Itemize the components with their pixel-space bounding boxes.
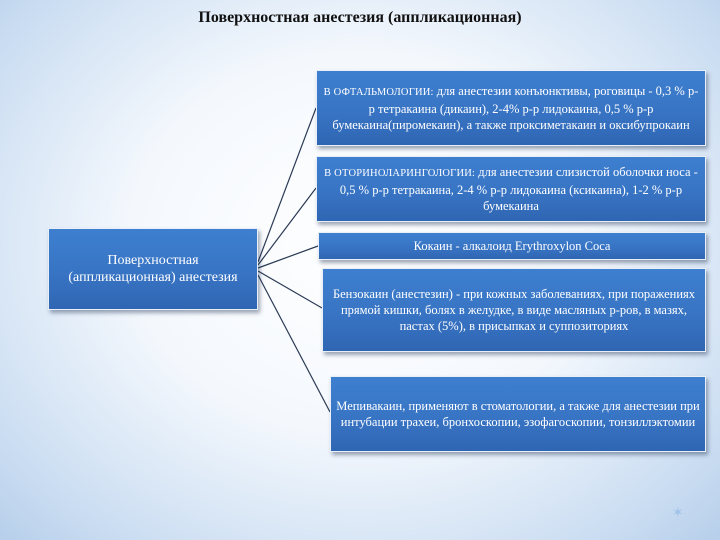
page-title: Поверхностная анестезия (аппликационная): [198, 9, 522, 26]
cocaine-node: [318, 232, 706, 260]
node-text: Бензокаин (анестезин) - при кожных заболеваниях, при поражениях прямой кишки, болях в желудке, в виде масляных р-ров, в мазях, пастах (5%), в присыпках и суппозиториях: [332, 287, 696, 333]
node-lead: В ОФТАЛЬМОЛОГИИ:: [323, 87, 434, 98]
ophthalmology-node: [316, 70, 706, 146]
connector-line: [258, 246, 318, 268]
node-lead: В ОТОРИНОЛАРИНГОЛОГИИ:: [324, 168, 476, 179]
benzocaine-node: [322, 268, 706, 352]
root-node-label: Поверхностная (аппликационная) анестезия: [68, 253, 238, 285]
node-text: для анестезии конъюнктивы, роговицы - 0,3 % р-р тетракаина (дикаин), 2-4% р-р лидокаина, 0,5 % р-р бумекаина(пиромекаин), а также проксиметакаин и оксибупрокаин: [332, 84, 699, 132]
mepivacaine-node: [330, 376, 706, 452]
connector-line: [258, 271, 322, 308]
connector-line: [258, 275, 330, 412]
sparkle-icon: ✶: [672, 505, 684, 521]
otorhinolaryngology-node: [316, 156, 706, 222]
node-text: для анестезии слизистой оболочки носа - 0,5 % р-р тетракаина, 2-4 % р-р лидокаина (ксикаина), 1-2 % р-р бумекаина: [339, 165, 698, 213]
root-node: [48, 228, 258, 310]
connector-line: [258, 188, 316, 265]
node-text: Кокаин - алкалоид Erythroxylon Coca: [413, 239, 611, 253]
node-text: Мепивакаин, применяют в стоматологии, а также для анестезии при интубации трахеи, бронхоскопии, эзофагоскопии, тонзиллэктомии: [336, 399, 700, 429]
connector-line: [258, 108, 316, 262]
